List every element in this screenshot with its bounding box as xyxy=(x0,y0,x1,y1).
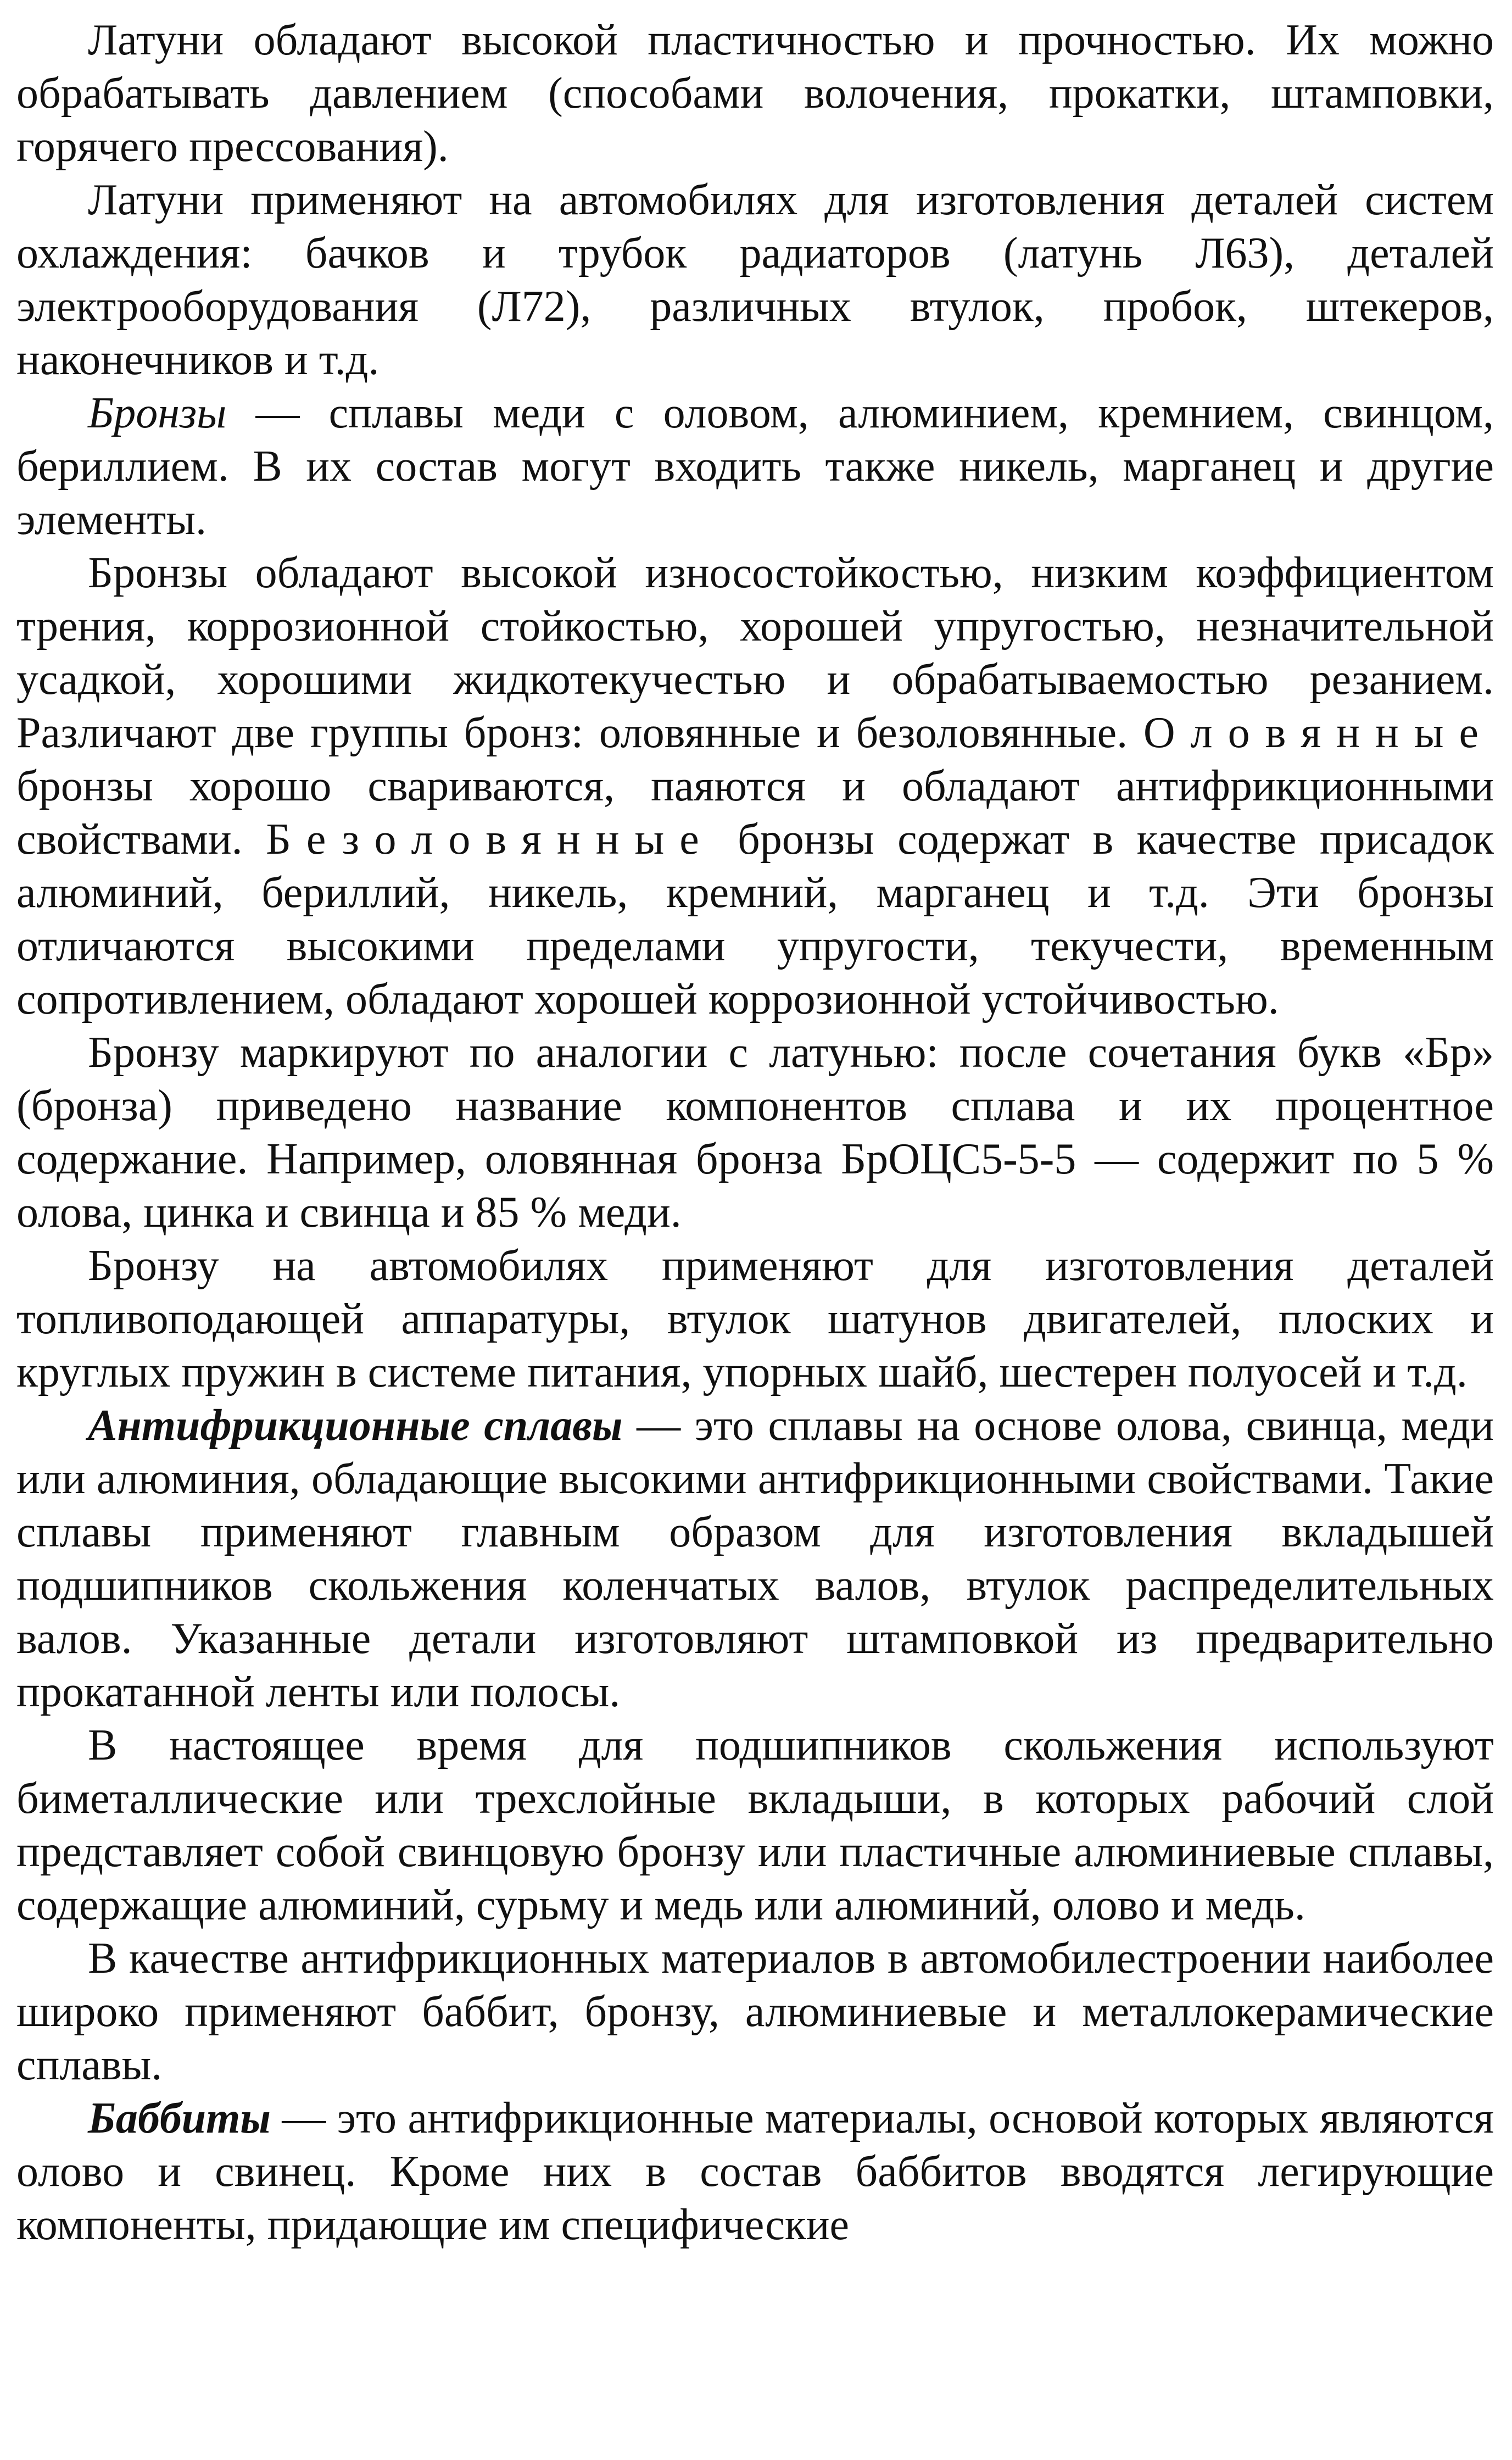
paragraph-antifriction-alloys xyxy=(16,1399,1494,1719)
term-antifriction-alloys: Антифрикционные сплавы xyxy=(88,1401,623,1450)
spaced-term-tinless-bronze: Безоловянные xyxy=(265,815,715,864)
paragraph-text: В настоящее время для подшипников скольжения используют биметаллические или трехслойные вкладыши, в которых рабочий слой представляет собой свинцовую бронзу или пластичные алюминиевые сплавы, содержащие алюминий, сурьму и медь или алюминий, олово и медь. xyxy=(16,1721,1494,1929)
paragraph-bronze-applications xyxy=(16,1239,1494,1399)
paragraph-text: Латуни применяют на автомобилях для изготовления деталей систем охлаждения: бачков и трубок радиаторов (латунь Л63), деталей электрооборудования (Л72), различных втулок, пробок, штекеров, наконечников и т.д. xyxy=(16,176,1494,384)
paragraph-text: бронзы содержат в качестве присадок алюминий, бериллий, никель, кремний, марганец и т.д. Эти бронзы отличаются высокими пределами упругости, текучести, временным сопротивлением, обладают хорошей коррозионной устойчивостью. xyxy=(16,815,1494,1023)
paragraph-text: Латуни обладают высокой пластичностью и прочностью. Их можно обрабатывать давлением (способами волочения, прокатки, штамповки, горячего прессования). xyxy=(16,16,1494,171)
term-bronze: Бронзы xyxy=(88,389,227,437)
paragraph-bronze-properties xyxy=(16,547,1494,1026)
document-page xyxy=(16,14,1494,2252)
paragraph-bronze-definition xyxy=(16,387,1494,547)
paragraph-text: В качестве антифрикционных материалов в автомобилестроении наиболее широко применяют баббит, бронзу, алюминиевые и металлокерамические сплавы. xyxy=(16,1934,1494,2089)
paragraph-text: Бронзу маркируют по аналогии с латунью: после сочетания букв «Бр» (бронза) приведено название компонентов сплава и их процентное содержание. Например, оловянная бронза БрОЦС5-5-5 — содержит по 5 % олова, цинка и свинца и 85 % меди. xyxy=(16,1028,1494,1237)
paragraph-bearing-liners xyxy=(16,1719,1494,1932)
paragraph-text: Бронзы обладают высокой износостойкостью, низким коэффициентом трения, коррозионной стойкостью, хорошей упругостью, незначительной усадкой, хорошими жидкотекучестью и обрабатываемостью резанием. Различают две группы бронз: оловянные и безоловянные. xyxy=(16,549,1494,757)
paragraph-brass-applications xyxy=(16,174,1494,387)
term-babbits: Баббиты xyxy=(88,2094,271,2142)
paragraph-antifriction-materials xyxy=(16,1932,1494,2092)
paragraph-babbits xyxy=(16,2092,1494,2252)
paragraph-text: Бронзу на автомобилях применяют для изготовления деталей топливоподающей аппаратуры, втулок шатунов двигателей, плоских и круглых пружин в системе питания, упорных шайб, шестерен полуосей и т.д. xyxy=(16,1242,1494,1396)
spaced-term-tin-bronze: Оловянные xyxy=(1143,709,1494,757)
paragraph-text: — сплавы меди с оловом, алюминием, кремнием, свинцом, бериллием. В их состав могут входить также никель, марганец и другие элементы. xyxy=(16,389,1494,544)
paragraph-brass-properties xyxy=(16,14,1494,174)
paragraph-bronze-marking xyxy=(16,1026,1494,1239)
paragraph-text: — это антифрикционные материалы, основой которых являются олово и свинец. Кроме них в состав баббитов вводятся легирующие компоненты, придающие им специфические xyxy=(16,2094,1494,2249)
paragraph-text: бронзы хорошо свариваются, паяются и обладают антифрикционными свойствами. xyxy=(16,762,1494,864)
paragraph-text: — это сплавы на основе олова, свинца, меди или алюминия, обладающие высокими антифрикционными свойствами. Такие сплавы применяют главным образом для изготовления вкладышей подшипников скольжения коленчатых валов, втулок распределительных валов. Указанные детали изготовляют штамповкой из предварительно прокатанной ленты или полосы. xyxy=(16,1401,1494,1716)
